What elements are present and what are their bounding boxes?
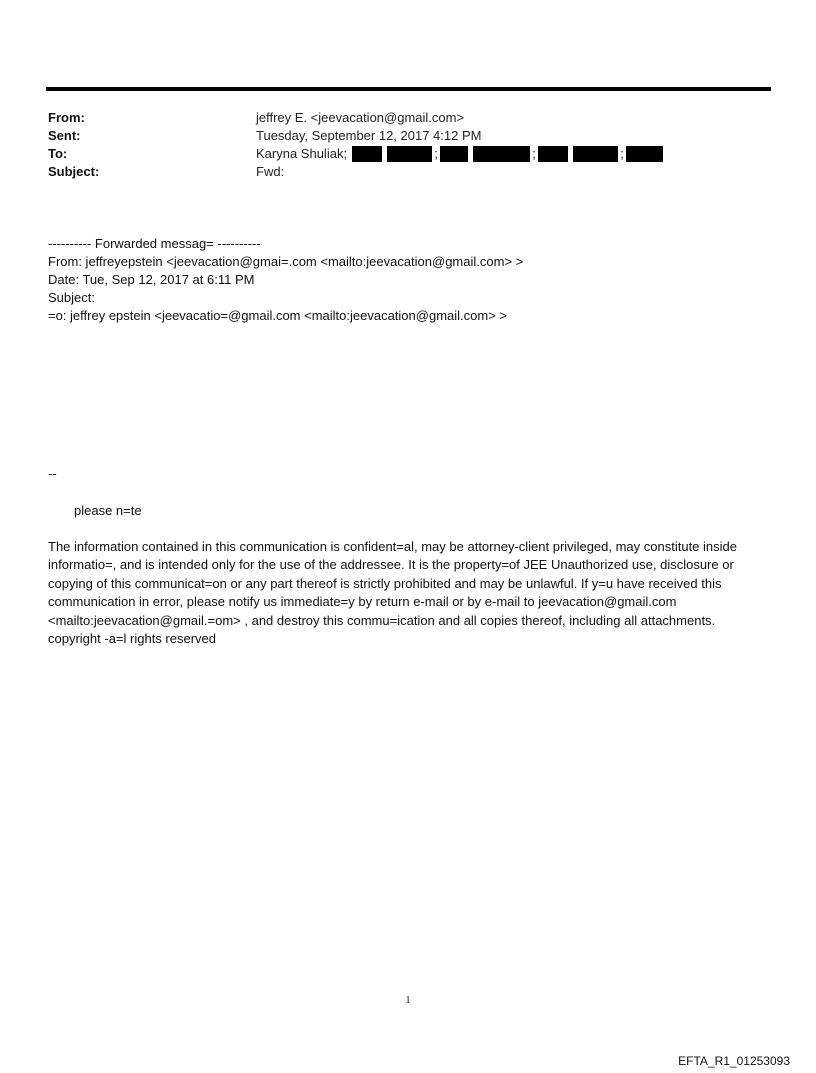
forwarded-to: =o: jeffrey epstein <jeevacatio=@gmail.com <mailto:jeevacation@gmail.com> > [48, 308, 507, 323]
confidentiality-disclaimer: The information contained in this communication is confident=al, may be attorney-client privileged, may constitute inside informatio=, and is intended only for the use of the addressee. It is the property=of JEE Unauthorized use, disclosure or copying of this communicat=on or any part thereof is strictly prohibited and may be unlawful. If y=u have received this communication in error, please notify us immediate=y by return e-mail or by e-mail to jeevacation@gmail.com <mailto:jeevacation@gmail.=om> , and destroy this commu=ication and all copies thereof, including all attachments. copyright -a=l rights reserved [48, 539, 737, 647]
recipient-separator: ; [434, 146, 438, 161]
forwarded-subject: Subject: [48, 290, 95, 305]
redaction-box [387, 146, 432, 162]
redaction-box [473, 146, 530, 162]
from-value: jeffrey E. <jeevacation@gmail.com> [256, 110, 465, 125]
document-id: EFTA_R1_01253093 [678, 1054, 790, 1068]
forwarded-separator: ---------- Forwarded messag= ---------- [48, 236, 261, 251]
signature-dashes: -- [48, 466, 57, 481]
forwarded-from: From: jeffreyepstein <jeevacation@gmai=.com <mailto:jeevacation@gmail.com> > [48, 254, 524, 269]
sent-row [48, 127, 768, 145]
sent-value: Tuesday, September 12, 2017 4:12 PM [256, 128, 482, 143]
redaction-box [352, 146, 382, 162]
subject-label: Subject: [48, 164, 100, 179]
forwarded-message [48, 235, 523, 325]
subject-value: Fwd: [256, 164, 285, 179]
forwarded-date: Date: Tue, Sep 12, 2017 at 6:11 PM [48, 272, 255, 287]
to-row [48, 145, 768, 163]
subject-row [48, 163, 768, 181]
header-divider [46, 87, 771, 91]
to-recipients [256, 145, 663, 163]
redaction-box [440, 146, 468, 162]
redaction-box [538, 146, 568, 162]
email-header [48, 109, 768, 181]
to-label: To: [48, 146, 68, 161]
to-recipient-name: Karyna Shuliak; [256, 146, 348, 161]
from-label: From: [48, 110, 85, 125]
redaction-box [573, 146, 618, 162]
page-number: 1 [405, 995, 411, 1006]
redaction-box [626, 146, 663, 162]
from-row [48, 109, 768, 127]
sent-label: Sent: [48, 128, 81, 143]
recipient-separator: ; [532, 146, 536, 161]
recipient-separator: ; [620, 146, 624, 161]
signature-note: please n=te [74, 503, 142, 518]
